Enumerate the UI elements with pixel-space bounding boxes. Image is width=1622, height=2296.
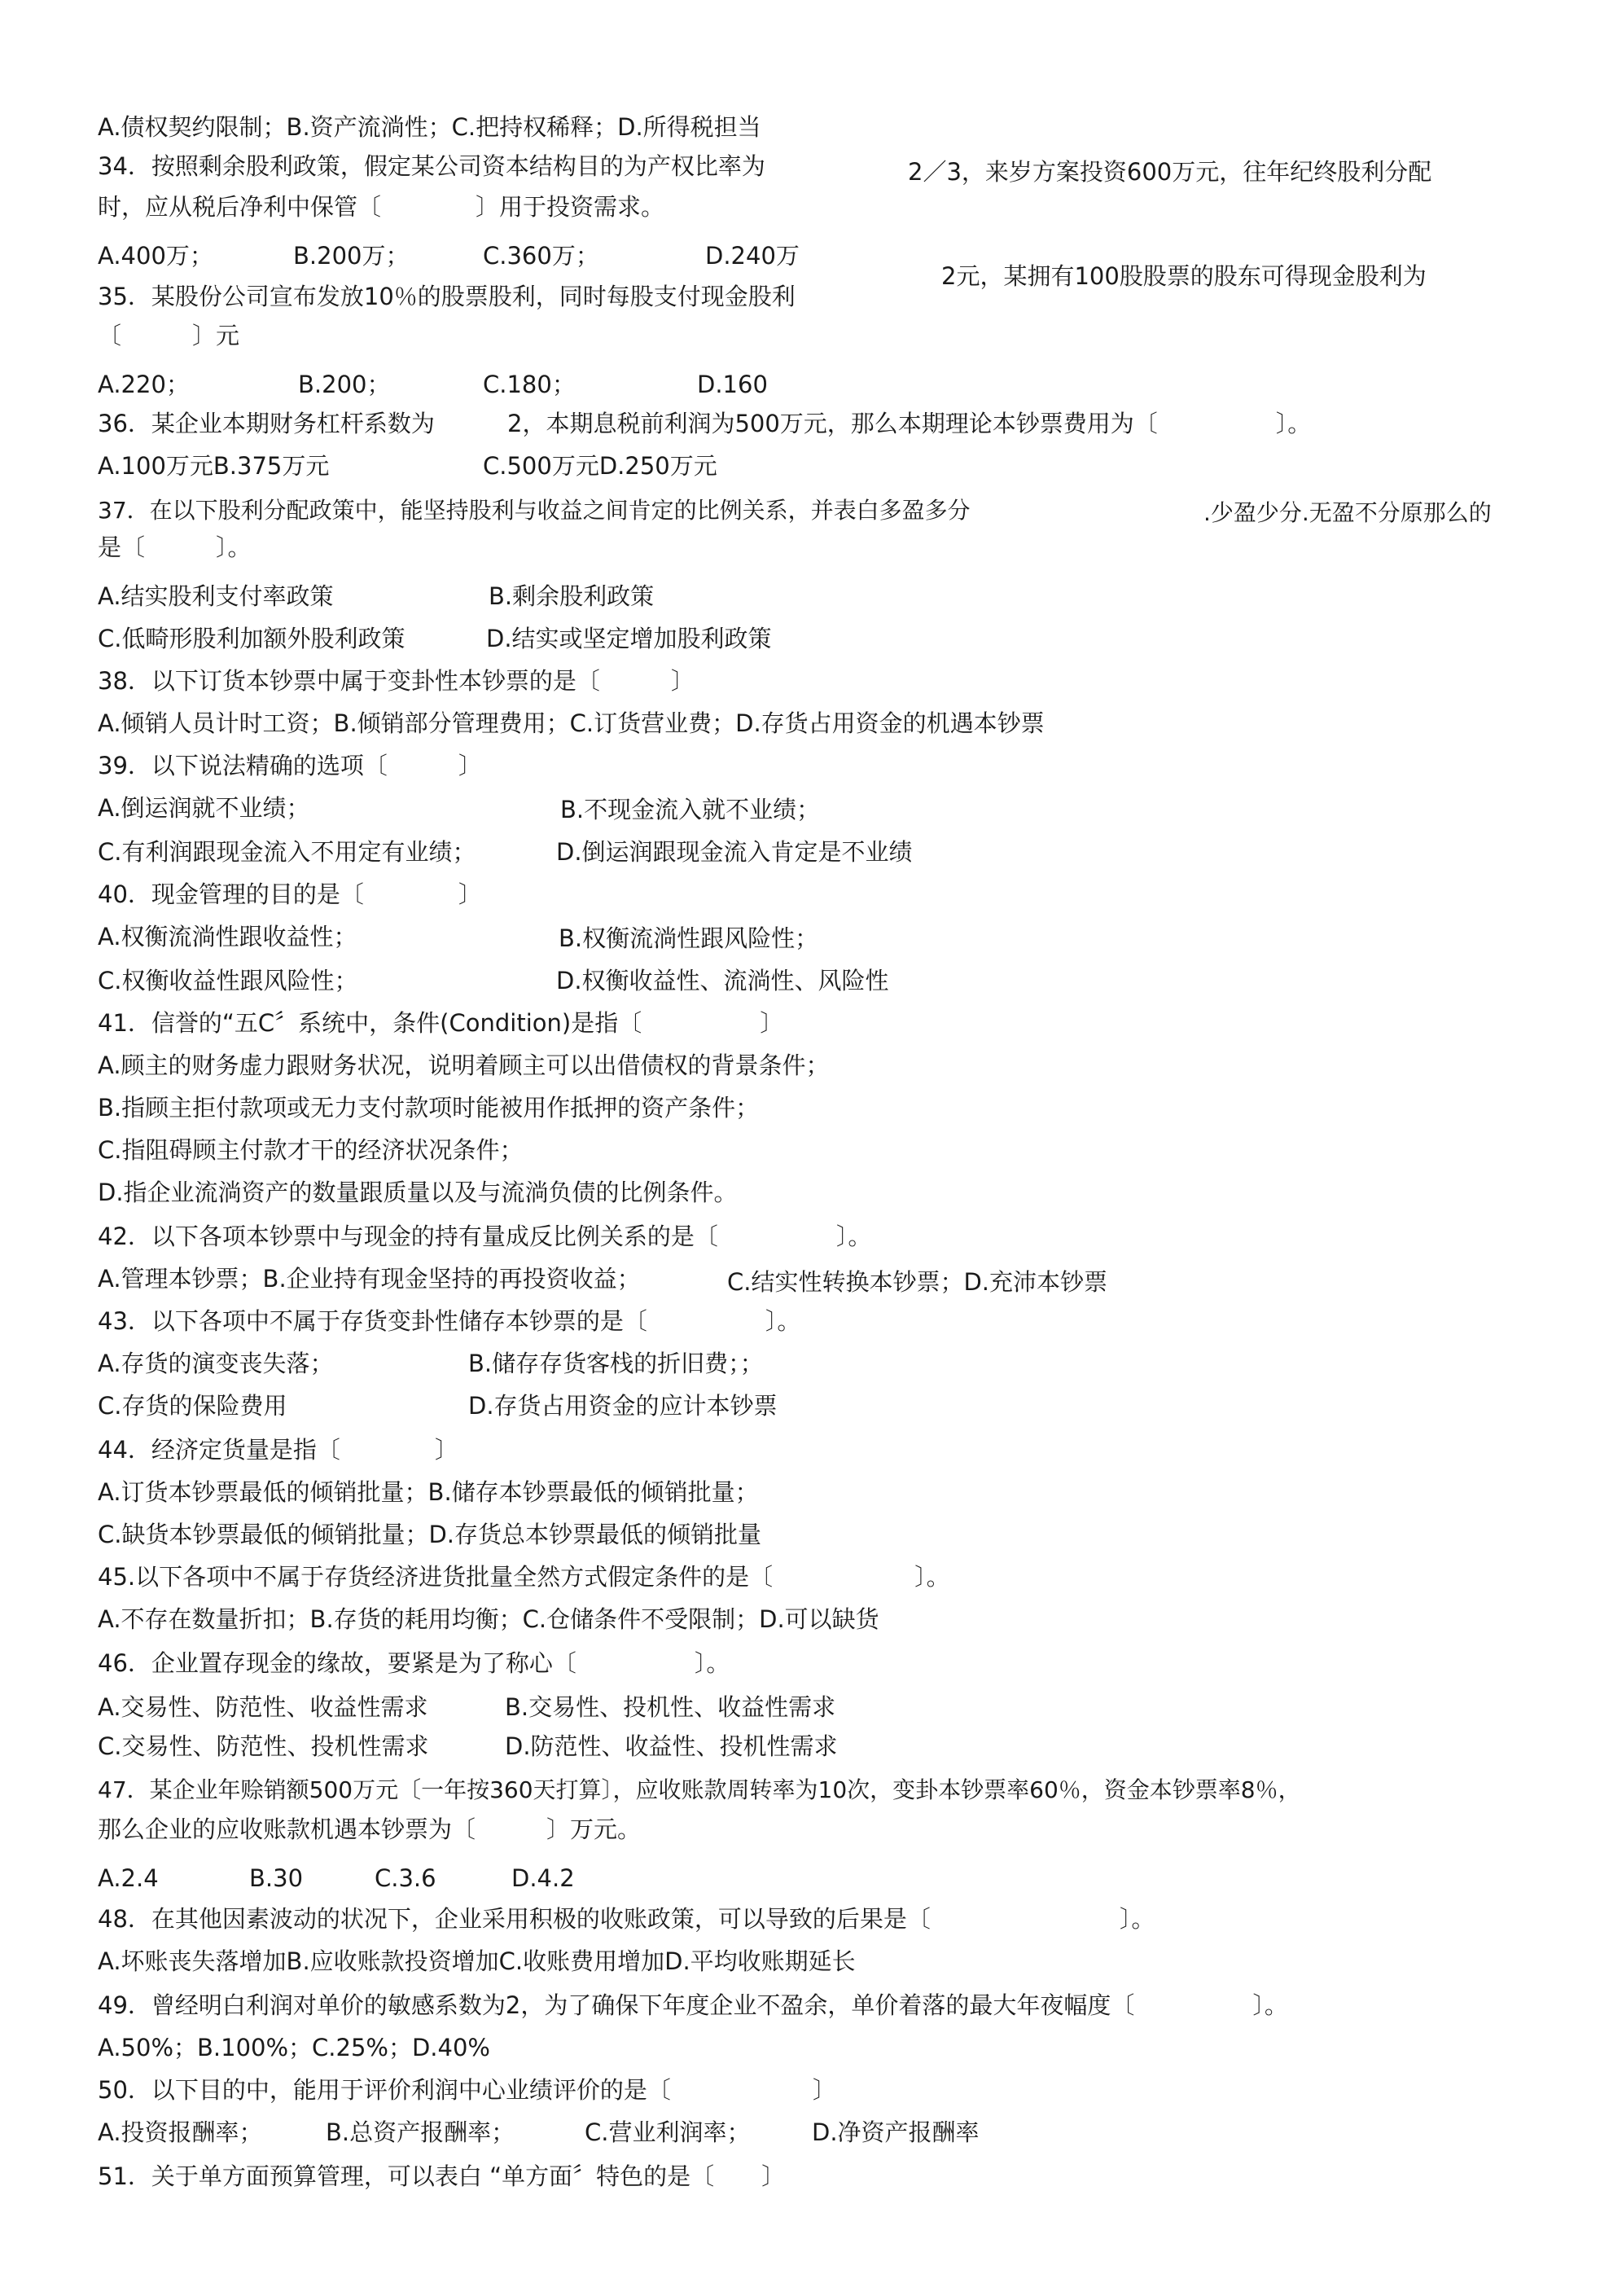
text-line: 51．关于单方面预算管理，可以表白 “单方面〞特色的是〔 〕: [98, 2162, 786, 2190]
text-line: .少盈少分.无盈不分原那么的: [1203, 499, 1492, 526]
text-line: 49．曾经明白利润对单价的敏感系数为2，为了确保下年度企业不盈余，单价着落的最大年夜幅度〔 〕。: [98, 1991, 1288, 2019]
text-line: 41．信誉的“五C〞系统中，条件(Condition)是指〔 〕: [98, 1009, 784, 1037]
text-line: C.360万；: [483, 242, 599, 270]
text-line: C.结实性转换本钞票；D.充沛本钞票: [727, 1268, 1108, 1296]
text-line: 〔 〕元: [98, 322, 240, 349]
text-line: 时，应从税后净利中保管〔 〕用于投资需求。: [98, 193, 665, 221]
text-line: B.200；: [298, 371, 391, 398]
text-line: B.储存存货客栈的折旧费；；: [468, 1350, 764, 1377]
text-line: A.倾销人员计时工资；B.倾销部分管理费用；C.订货营业费；D.存货占用资金的机遇本钞票: [98, 709, 1045, 737]
text-line: 37．在以下股利分配政策中，能坚持股利与收益之间肯定的比例关系，并表白多盈多分: [98, 497, 971, 524]
text-line: 44．经济定货量是指〔 〕: [98, 1436, 458, 1464]
text-line: 36．某企业本期财务杠杆系数为: [98, 410, 435, 437]
text-line: A.投资报酬率；: [98, 2118, 263, 2146]
text-line: 50．以下目的中，能用于评价利润中心业绩评价的是〔 〕: [98, 2076, 836, 2104]
text-line: C.有利润跟现金流入不用定有业绩；: [98, 838, 476, 866]
text-line: A.2.4: [98, 1864, 159, 1892]
text-line: A.存货的演变丧失落；: [98, 1350, 334, 1377]
text-line: 34．按照剩余股利政策，假定某公司资本结构目的为产权比率为: [98, 152, 765, 180]
text-line: 2／3，来岁方案投资600万元，往年纪终股利分配: [908, 158, 1432, 186]
text-line: A.100万元B.375万元: [98, 452, 330, 480]
text-line: D.净资产报酬率: [812, 2118, 980, 2146]
text-line: A.50%；B.100%；C.25%；D.40%: [98, 2034, 490, 2061]
text-line: D.160: [697, 371, 768, 398]
text-line: A.坏账丧失落增加B.应收账款投资增加C.收账费用增加D.平均收账期延长: [98, 1947, 856, 1975]
text-line: A.倒运润就不业绩；: [98, 794, 310, 822]
text-line: D.倒运润跟现金流入肯定是不业绩: [556, 838, 913, 866]
text-line: C.3.6: [375, 1864, 436, 1892]
text-line: 42．以下各项本钞票中与现金的持有量成反比例关系的是〔 〕。: [98, 1223, 872, 1250]
text-line: A.管理本钞票；B.企业持有现金坚持的再投资收益；: [98, 1265, 641, 1293]
text-line: B.权衡流淌性跟风险性；: [559, 924, 819, 952]
text-line: 38．以下订货本钞票中属于变卦性本钞票的是〔 〕: [98, 667, 695, 695]
text-line: 2，本期息税前利润为500万元，那么本期理论本钞票费用为〔 〕。: [507, 410, 1312, 437]
text-line: A.订货本钞票最低的倾销批量；B.储存本钞票最低的倾销批量；: [98, 1478, 759, 1506]
text-line: 那么企业的应收账款机遇本钞票为〔 〕万元。: [98, 1815, 642, 1843]
text-line: 是〔 〕。: [98, 533, 252, 561]
text-line: B.200万；: [293, 242, 410, 270]
text-line: B.总资产报酬率；: [326, 2118, 515, 2146]
text-line: D.存货占用资金的应计本钞票: [468, 1392, 778, 1420]
text-line: A.权衡流淌性跟收益性；: [98, 923, 357, 950]
text-line: D.防范性、收益性、投机性需求: [505, 1732, 838, 1760]
text-line: 39．以下说法精确的选项〔 〕: [98, 752, 482, 779]
text-line: C.指阻碍顾主付款才干的经济状况条件；: [98, 1136, 524, 1164]
text-line: C.营业利润率；: [585, 2118, 751, 2146]
text-line: 47．某企业年赊销额500万元〔一年按360天打算〕，应收账款周转率为10次，变卦本钞票率60％，资金本钞票率8％，: [98, 1776, 1301, 1803]
text-line: A.结实股利支付率政策: [98, 582, 334, 610]
text-line: A.不存在数量折扣；B.存货的耗用均衡；C.仓储条件不受限制；D.可以缺货: [98, 1605, 879, 1633]
text-line: D.4.2: [511, 1864, 575, 1892]
text-line: B.交易性、投机性、收益性需求: [505, 1693, 836, 1721]
text-line: C.500万元D.250万元: [483, 452, 717, 480]
text-line: D.指企业流淌资产的数量跟质量以及与流淌负债的比例条件。: [98, 1179, 738, 1206]
text-line: C.180；: [483, 371, 576, 398]
text-line: C.存货的保险费用: [98, 1392, 287, 1420]
text-line: B.30: [249, 1864, 304, 1892]
text-line: 35．某股份公司宣布发放10％的股票股利，同时每股支付现金股利: [98, 283, 796, 310]
text-line: A.债权契约限制；B.资产流淌性；C.把持权稀释；D.所得税担当: [98, 113, 761, 141]
text-line: A.顾主的财务虚力跟财务状况，说明着顾主可以出借债权的背景条件；: [98, 1051, 830, 1079]
text-line: 43．以下各项中不属于存货变卦性储存本钞票的是〔 〕。: [98, 1307, 801, 1335]
text-line: C.交易性、防范性、投机性需求: [98, 1732, 429, 1760]
text-line: 46．企业置存现金的缘故，要紧是为了称心〔 〕。: [98, 1649, 730, 1677]
text-line: A.220；: [98, 371, 190, 398]
text-line: D.结实或坚定增加股利政策: [486, 625, 772, 652]
text-line: 40．现金管理的目的是〔 〕: [98, 880, 482, 908]
text-line: A.交易性、防范性、收益性需求: [98, 1693, 428, 1721]
text-line: 48．在其他因素波动的状况下，企业采用积极的收账政策，可以导致的后果是〔 〕。: [98, 1905, 1155, 1933]
text-line: 2元，某拥有100股股票的股东可得现金股利为: [941, 262, 1427, 290]
text-line: C.低畸形股利加额外股利政策: [98, 625, 406, 652]
text-line: D.240万: [705, 242, 800, 270]
text-line: B.不现金流入就不业绩；: [560, 796, 821, 823]
text-line: D.权衡收益性、流淌性、风险性: [556, 967, 889, 994]
text-line: 45.以下各项中不属于存货经济进货批量全然方式假定条件的是〔 〕。: [98, 1563, 950, 1591]
text-line: A.400万；: [98, 242, 213, 270]
text-line: B.剩余股利政策: [489, 582, 655, 610]
text-line: C.缺货本钞票最低的倾销批量；D.存货总本钞票最低的倾销批量: [98, 1521, 762, 1548]
text-line: C.权衡收益性跟风险性；: [98, 967, 358, 994]
text-line: B.指顾主拒付款项或无力支付款项时能被用作抵押的资产条件；: [98, 1094, 760, 1122]
